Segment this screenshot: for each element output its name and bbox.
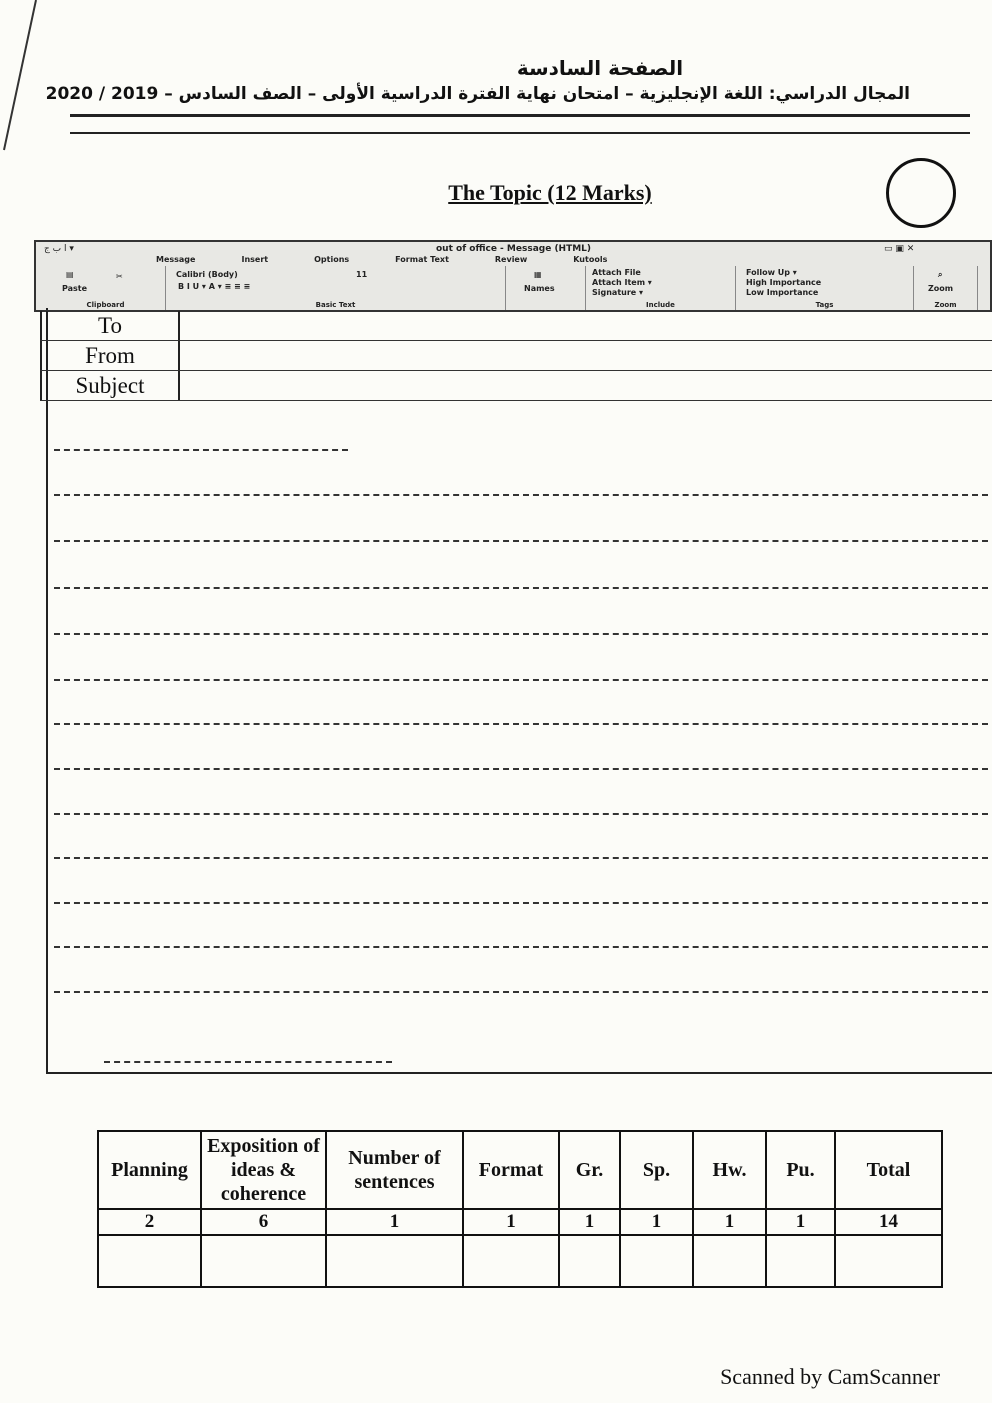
basic-text-label: Basic Text xyxy=(315,301,356,309)
rubric-header: Format xyxy=(463,1131,559,1209)
ribbon-tabs xyxy=(156,255,856,264)
rubric-mark: 1 xyxy=(766,1209,835,1235)
writing-line[interactable] xyxy=(54,494,988,496)
writing-line[interactable] xyxy=(54,946,988,948)
rubric-score-row xyxy=(98,1235,942,1287)
writing-line[interactable] xyxy=(54,540,988,542)
score-cell[interactable] xyxy=(693,1235,766,1287)
rubric-header: Total xyxy=(835,1131,942,1209)
score-cell[interactable] xyxy=(463,1235,559,1287)
marking-rubric xyxy=(97,1130,943,1288)
paste-label: Paste xyxy=(62,284,88,293)
exam-subject-line: المجال الدراسي: اللغة الإنجليزية – امتحان نهاية الفترة الدراسية الأولى – الصف السادس – 2019 / 2020 xyxy=(45,84,910,104)
score-cell[interactable] xyxy=(326,1235,463,1287)
rubric-header: Gr. xyxy=(559,1131,620,1209)
high-importance-button: High Importance xyxy=(746,278,822,287)
closing-line[interactable] xyxy=(104,1061,392,1063)
score-cell[interactable] xyxy=(835,1235,942,1287)
names-label: Names xyxy=(524,284,555,293)
clipboard-group xyxy=(46,266,166,310)
score-cell[interactable] xyxy=(98,1235,201,1287)
score-cell[interactable] xyxy=(201,1235,326,1287)
writing-line[interactable] xyxy=(54,991,988,993)
score-cell[interactable] xyxy=(559,1235,620,1287)
writing-line[interactable] xyxy=(54,902,988,904)
rubric-mark: 1 xyxy=(463,1209,559,1235)
header-rule xyxy=(70,114,970,117)
include-group xyxy=(586,266,736,310)
rubric-header: Planning xyxy=(98,1131,201,1209)
tags-group xyxy=(736,266,914,310)
tab-insert: Insert xyxy=(241,255,269,264)
rubric-mark: 6 xyxy=(201,1209,326,1235)
writing-line[interactable] xyxy=(54,813,988,815)
font-name: Calibri (Body) xyxy=(176,270,238,279)
window-title: out of office - Message (HTML) xyxy=(436,244,592,254)
attach-item-button: Attach Item ▾ xyxy=(592,278,652,287)
to-field[interactable] xyxy=(40,310,992,340)
rubric-header: Number of sentences xyxy=(326,1131,463,1209)
from-label: From xyxy=(40,341,180,371)
from-field[interactable] xyxy=(40,340,992,370)
email-ribbon xyxy=(34,240,992,312)
header-rule-secondary xyxy=(70,132,970,134)
fields-divider xyxy=(40,400,992,401)
rubric-mark: 2 xyxy=(98,1209,201,1235)
score-cell[interactable] xyxy=(766,1235,835,1287)
tab-options: Options xyxy=(314,255,350,264)
zoom-group xyxy=(914,266,978,310)
rubric-header: Exposition of ideas & coherence xyxy=(201,1131,326,1209)
tab-review: Review xyxy=(494,255,528,264)
cut-icon: ✂ xyxy=(116,272,123,281)
score-cell[interactable] xyxy=(620,1235,693,1287)
topic-title: The Topic (12 Marks) xyxy=(448,180,652,205)
tags-label: Tags xyxy=(815,301,834,309)
address-book-icon: ▦ xyxy=(534,270,542,279)
include-label: Include xyxy=(646,301,675,309)
paste-icon: ▤ xyxy=(66,270,74,279)
low-importance-button: Low Importance xyxy=(746,288,819,297)
rubric-marks-row xyxy=(98,1209,942,1235)
to-label: To xyxy=(40,311,180,341)
email-writing-frame xyxy=(46,308,992,1074)
follow-up-button: Follow Up ▾ xyxy=(746,268,797,277)
rubric-header-row xyxy=(98,1131,942,1209)
basic-text-group xyxy=(166,266,506,310)
scanner-watermark: Scanned by CamScanner xyxy=(720,1364,940,1389)
writing-line[interactable] xyxy=(54,633,988,635)
quick-access-toolbar: ا ب ج ▾ xyxy=(44,244,74,254)
tab-message: Message xyxy=(156,255,196,264)
rubric-mark: 1 xyxy=(559,1209,620,1235)
window-controls: ▭ ▣ ✕ xyxy=(884,244,915,254)
rubric-mark: 1 xyxy=(693,1209,766,1235)
clipboard-label: Clipboard xyxy=(86,301,125,309)
rubric-header: Sp. xyxy=(620,1131,693,1209)
writing-line[interactable] xyxy=(54,768,988,770)
writing-line[interactable] xyxy=(54,679,988,681)
rubric-mark: 1 xyxy=(326,1209,463,1235)
subject-field[interactable] xyxy=(40,370,992,400)
rubric-mark: 14 xyxy=(835,1209,942,1235)
writing-line[interactable] xyxy=(54,723,988,725)
names-group xyxy=(506,266,586,310)
zoom-button: Zoom xyxy=(928,284,954,293)
rubric-header: Hw. xyxy=(693,1131,766,1209)
format-icons: B I U ▾ A ▾ ≡ ≡ ≡ xyxy=(178,282,251,291)
subject-label: Subject xyxy=(40,371,180,401)
writing-line[interactable] xyxy=(54,587,988,589)
attach-file-button: Attach File xyxy=(592,268,641,277)
writing-line[interactable] xyxy=(54,857,988,859)
signature-button: Signature ▾ xyxy=(592,288,644,297)
font-size: 11 xyxy=(356,270,368,279)
rubric-header: Pu. xyxy=(766,1131,835,1209)
page-label: الصفحة السادسة xyxy=(516,56,684,80)
greeting-line[interactable] xyxy=(54,449,348,451)
zoom-label: Zoom xyxy=(934,301,957,309)
rubric-mark: 1 xyxy=(620,1209,693,1235)
zoom-icon: ⌕ xyxy=(938,270,943,279)
page-edge-line xyxy=(0,0,40,160)
tab-kutools: Kutools xyxy=(573,255,608,264)
score-circle xyxy=(886,158,956,228)
tab-format-text: Format Text xyxy=(395,255,449,264)
